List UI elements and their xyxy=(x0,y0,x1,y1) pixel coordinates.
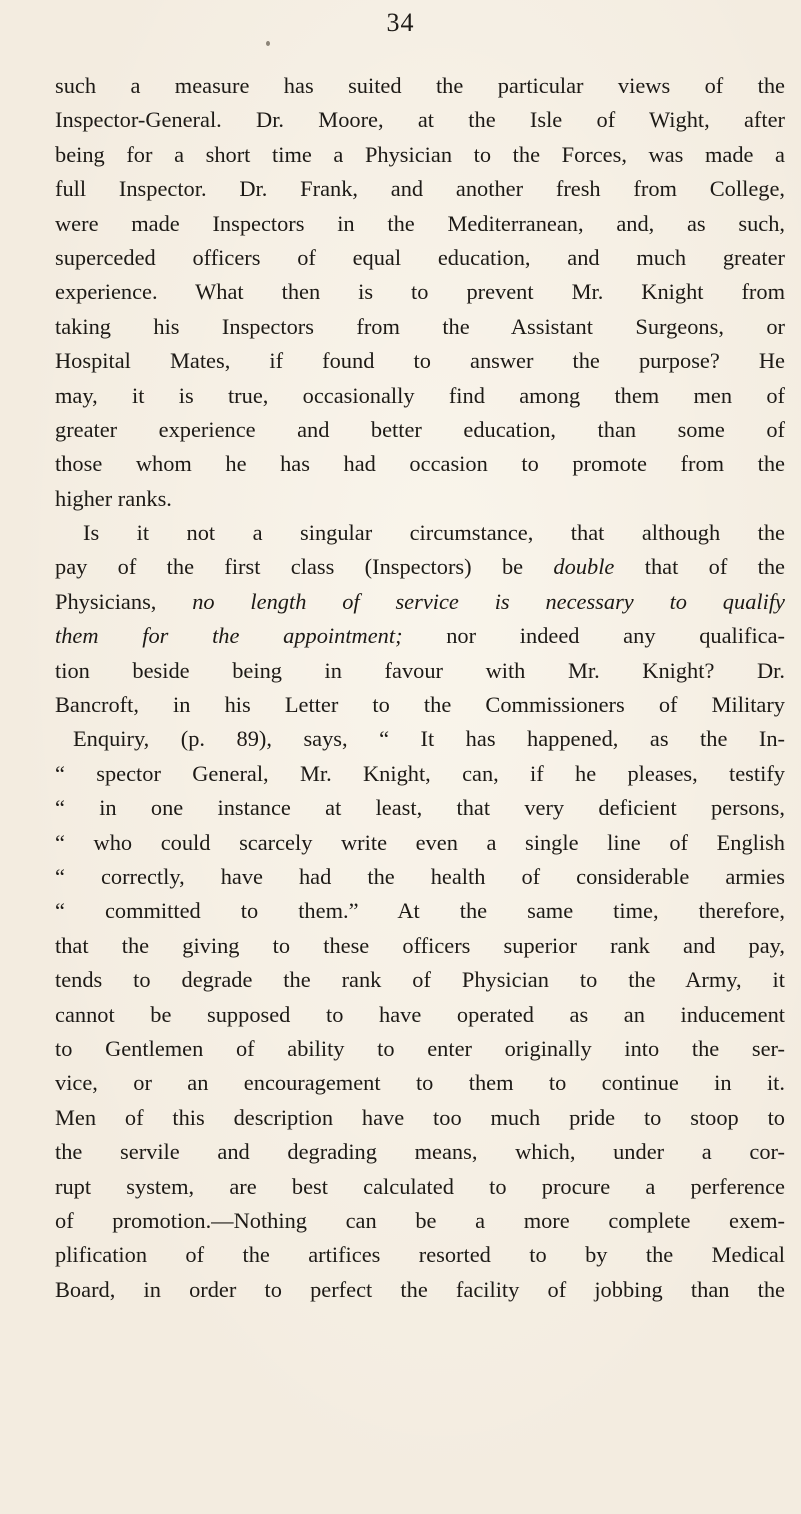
ink-speck xyxy=(266,41,270,46)
text-segment: Men of this description have too much pride to stoop to xyxy=(55,1104,785,1130)
text-line xyxy=(55,379,785,413)
text-segment: Physicians, xyxy=(55,588,193,614)
text-segment: experience. What then is to prevent Mr. Knight from xyxy=(55,279,785,305)
text-line xyxy=(55,1101,785,1135)
text-segment: cannot be supposed to have operated as an inducement xyxy=(55,1001,785,1027)
text-segment: “ who could scarcely write even a single line of English xyxy=(55,829,785,855)
text-segment: “ correctly, have had the health of considerable armies xyxy=(55,863,785,889)
text-line xyxy=(55,963,785,997)
text-line xyxy=(55,688,785,722)
text-segment: Is it not a singular circumstance, that although the xyxy=(83,520,785,546)
italic-text: no length of service is necessary to qualify xyxy=(192,588,785,614)
text-line xyxy=(55,1032,785,1066)
text-segment: Board, in order to perfect the facility of jobbing than the xyxy=(55,1276,785,1302)
text-segment: the servile and degrading means, which, under a cor- xyxy=(55,1139,785,1165)
text-line xyxy=(55,413,785,447)
text-segment: being for a short time a Physician to the Forces, was made a xyxy=(55,141,785,167)
page-number: 34 xyxy=(386,8,415,37)
text-line xyxy=(55,860,785,894)
text-segment: “ spector General, Mr. Knight, can, if he pleases, testify xyxy=(55,760,785,786)
text-line xyxy=(55,207,785,241)
text-segment: nor indeed any qualifica- xyxy=(402,623,785,649)
text-segment: Inspector-General. Dr. Moore, at the Isle of Wight, after xyxy=(55,107,785,133)
text-segment: rupt system, are best calculated to procure a perference xyxy=(55,1173,785,1199)
text-segment: to Gentlemen of ability to enter originally into the ser- xyxy=(55,1035,785,1061)
text-segment: superceded officers of equal education, and much greater xyxy=(55,244,785,270)
italic-text: double xyxy=(553,554,615,580)
text-line xyxy=(55,722,785,756)
text-segment: of promotion.—Nothing can be a more complete exem- xyxy=(55,1207,785,1233)
text-line xyxy=(55,241,785,275)
text-segment: that the giving to these officers superior rank and pay, xyxy=(55,932,785,958)
text-segment: greater experience and better education, than some of xyxy=(55,416,785,442)
text-segment: such a measure has suited the particular views of the xyxy=(55,73,785,98)
text-segment: pay of the first class (Inspectors) be xyxy=(55,554,554,580)
text-segment: tends to degrade the rank of Physician to the Army, it xyxy=(55,967,785,993)
text-line xyxy=(55,1238,785,1272)
text-line xyxy=(55,1135,785,1169)
text-segment: Bancroft, in his Letter to the Commissioners of Military xyxy=(55,692,785,718)
text-line xyxy=(55,1273,785,1307)
text-segment: higher ranks. xyxy=(55,485,172,511)
text-line xyxy=(55,826,785,860)
text-line xyxy=(55,1204,785,1238)
text-segment: “ committed to them.” At the same time, therefore, xyxy=(55,898,785,924)
text-line xyxy=(55,138,785,172)
italic-text: them for the appointment; xyxy=(55,623,403,649)
text-segment: “ in one instance at least, that very deficient persons, xyxy=(55,795,785,821)
text-line xyxy=(55,275,785,309)
text-line xyxy=(55,447,785,481)
text-line xyxy=(55,516,785,550)
text-segment: Hospital Mates, if found to answer the purpose? He xyxy=(55,348,785,374)
text-line xyxy=(55,585,785,619)
text-segment: may, it is true, occasionally find among them men of xyxy=(55,382,785,408)
text-segment: tion beside being in favour with Mr. Knight? Dr. xyxy=(55,657,785,683)
text-line xyxy=(55,172,785,206)
text-line xyxy=(55,310,785,344)
text-line xyxy=(55,619,785,653)
text-segment: vice, or an encouragement to them to continue in it. xyxy=(55,1070,785,1096)
text-line xyxy=(55,482,785,516)
text-line xyxy=(55,344,785,378)
text-segment: that of the xyxy=(614,554,785,580)
text-segment: were made Inspectors in the Mediterranean, and, as such, xyxy=(55,210,785,236)
text-line xyxy=(55,103,785,137)
text-line xyxy=(55,929,785,963)
text-segment: full Inspector. Dr. Frank, and another fresh from College, xyxy=(55,176,785,202)
text-segment: plification of the artifices resorted to by the Medical xyxy=(55,1242,785,1268)
text-line xyxy=(55,791,785,825)
text-line xyxy=(55,654,785,688)
body-text xyxy=(55,69,785,1307)
text-segment: taking his Inspectors from the Assistant Surgeons, or xyxy=(55,313,785,339)
text-segment: those whom he has had occasion to promote from the xyxy=(55,451,785,477)
text-line xyxy=(55,1066,785,1100)
text-line xyxy=(55,894,785,928)
text-line xyxy=(55,998,785,1032)
text-line xyxy=(55,550,785,584)
text-segment: Enquiry, (p. 89), says, “ It has happened, as the In- xyxy=(73,726,785,752)
text-line xyxy=(55,69,785,103)
text-line xyxy=(55,757,785,791)
text-line xyxy=(55,1170,785,1204)
